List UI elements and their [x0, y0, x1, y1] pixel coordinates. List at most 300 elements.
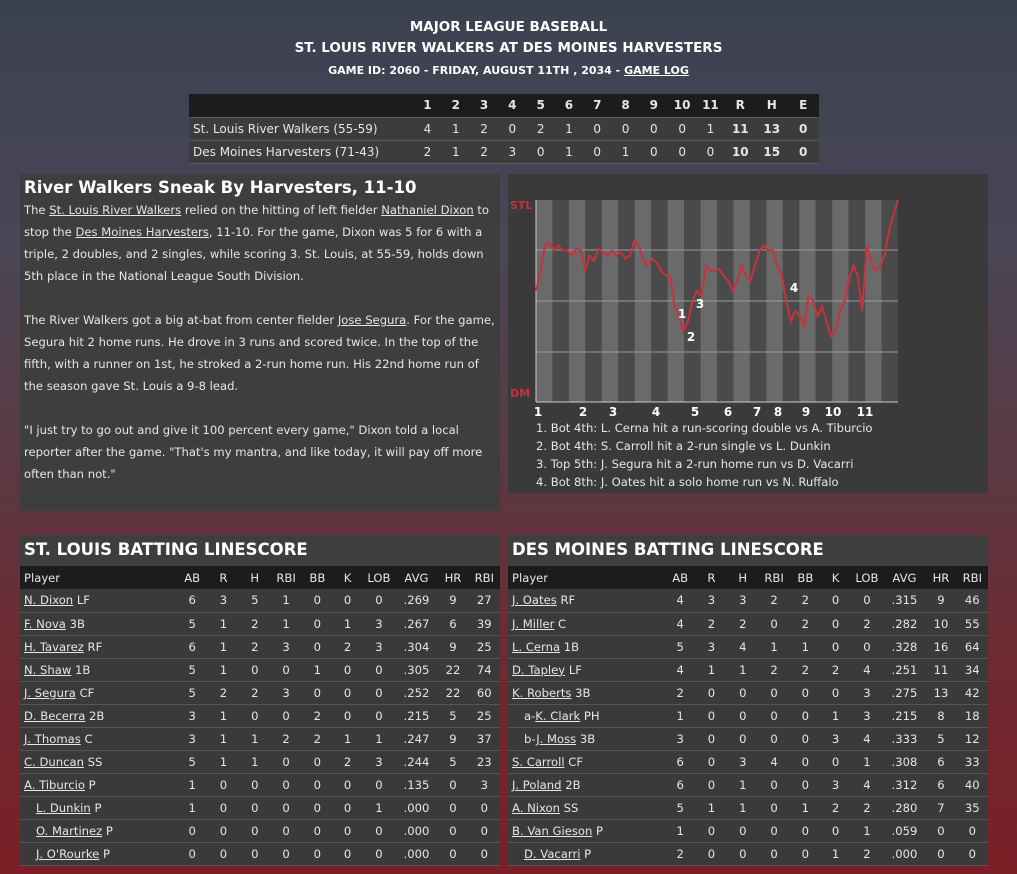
inning-header: 9 — [640, 94, 668, 117]
stat-cell: 0 — [270, 819, 301, 842]
player-link[interactable]: D. Tapley — [512, 662, 566, 677]
table-row — [20, 681, 500, 704]
stat-cell: 27 — [469, 589, 500, 612]
stat-cell: 0 — [925, 842, 956, 865]
stat-cell: .269 — [396, 589, 438, 612]
stat-cell: 2 — [302, 727, 333, 750]
player-position: RF — [560, 593, 576, 608]
stat-cell: 2 — [758, 589, 789, 612]
league-title: MAJOR LEAGUE BASEBALL — [409, 19, 608, 35]
player-link[interactable]: N. Shaw — [24, 662, 72, 677]
player-position: SS — [563, 800, 579, 815]
stat-cell: 1 — [665, 819, 696, 842]
stat-cell: 0 — [302, 796, 333, 819]
stat-cell: 3 — [362, 750, 395, 773]
stat-cell: 3 — [177, 727, 208, 750]
stat-cell: 0 — [302, 750, 333, 773]
x-tick-label: 7 — [752, 405, 762, 419]
stat-cell: 1 — [270, 589, 301, 612]
table-row — [508, 589, 988, 612]
total-score: 15 — [756, 140, 787, 163]
player-link[interactable]: J. Oates — [512, 593, 557, 608]
column-header: AB — [184, 570, 201, 585]
player-cell — [20, 635, 177, 658]
player-link[interactable]: H. Tavarez — [24, 639, 84, 654]
player-cell — [20, 819, 177, 842]
stat-cell: 0 — [239, 842, 270, 865]
x-tick-label: 11 — [856, 405, 874, 419]
total-header: H — [756, 94, 787, 117]
dm-batting-table — [508, 566, 988, 866]
stat-cell: 0 — [727, 819, 758, 842]
player-cell — [20, 773, 177, 796]
line-score-header — [189, 94, 819, 117]
stat-cell: 0 — [302, 681, 333, 704]
stat-cell: 0 — [270, 773, 301, 796]
stat-cell: 5 — [239, 589, 270, 612]
stat-cell: 0 — [821, 589, 850, 612]
stat-cell: .059 — [884, 819, 926, 842]
stat-cell: 0 — [821, 750, 850, 773]
stat-cell: 0 — [239, 704, 270, 727]
stat-cell: 0 — [758, 612, 789, 635]
stat-cell: 40 — [957, 773, 988, 796]
table-row — [20, 727, 500, 750]
total-header: E — [787, 94, 819, 117]
stat-cell: 2 — [302, 704, 333, 727]
stat-cell: 0 — [727, 681, 758, 704]
stat-cell: 0 — [758, 727, 789, 750]
key-play-item: 4. Bot 8th: J. Oates hit a solo home run vs N. Ruffalo — [536, 475, 839, 489]
stat-cell: .252 — [396, 681, 438, 704]
dm-batting-title: DES MOINES BATTING LINESCORE — [508, 535, 988, 566]
stat-cell: 1 — [850, 750, 883, 773]
team-link-dm[interactable]: Des Moines Harvesters — [75, 225, 209, 239]
stat-cell: 5 — [665, 635, 696, 658]
stat-cell: .000 — [396, 819, 438, 842]
stat-cell: .267 — [396, 612, 438, 635]
stat-cell: 0 — [821, 635, 850, 658]
stat-cell: 4 — [665, 612, 696, 635]
player-position: LF — [76, 593, 90, 608]
stat-cell: 0 — [696, 681, 727, 704]
stat-cell: 35 — [957, 796, 988, 819]
player-link[interactable]: F. Nova — [24, 616, 66, 631]
player-link[interactable]: J. Thomas — [24, 731, 81, 746]
stat-cell: 6 — [665, 750, 696, 773]
inning-score: 0 — [668, 117, 696, 140]
stl-batting-table — [20, 566, 500, 866]
stat-cell: 1 — [208, 635, 239, 658]
stat-cell: 1 — [208, 727, 239, 750]
stat-cell: 0 — [850, 589, 883, 612]
table-row — [20, 773, 500, 796]
stat-cell: .000 — [884, 842, 926, 865]
table-row — [20, 750, 500, 773]
stat-cell: 0 — [469, 842, 500, 865]
inning-score: 2 — [413, 140, 441, 163]
stat-cell: 0 — [333, 842, 362, 865]
stat-cell: 9 — [437, 589, 468, 612]
inning-score: 1 — [442, 117, 470, 140]
stat-cell: 2 — [333, 750, 362, 773]
stat-cell: 8 — [925, 704, 956, 727]
total-score: 10 — [725, 140, 756, 163]
recap-paragraph-3: "I just try to go out and give it 100 percent every game," Dixon told a local reporter after the game. "That's my mantra, and like today, it will pay off more often than not." — [24, 423, 483, 481]
inning-score: 1 — [555, 117, 583, 140]
stat-cell: 0 — [696, 773, 727, 796]
player-link[interactable]: A. Nixon — [512, 800, 560, 815]
column-header: Player — [512, 570, 549, 585]
column-header: H — [250, 570, 260, 585]
win-probability-graph — [508, 174, 988, 493]
stat-cell: 6 — [925, 773, 956, 796]
stat-cell: 0 — [925, 819, 956, 842]
player-link[interactable]: K. Clark — [535, 708, 581, 723]
x-tick-label: 2 — [578, 405, 588, 419]
stat-cell: 1 — [790, 635, 821, 658]
stat-cell: .000 — [396, 842, 438, 865]
stat-cell: 6 — [925, 750, 956, 773]
player-cell — [20, 589, 177, 612]
total-score: 0 — [787, 117, 819, 140]
inning-score: 0 — [583, 140, 611, 163]
stat-cell: 4 — [850, 727, 883, 750]
sub-prefix: b- — [524, 731, 537, 746]
line-score-row — [189, 117, 819, 140]
inning-score: 3 — [498, 140, 526, 163]
stat-cell: 2 — [270, 727, 301, 750]
key-play-item: 1. Bot 4th: L. Cerna hit a run-scoring double vs A. Tiburcio — [536, 421, 873, 435]
inning-header: 10 — [668, 94, 696, 117]
stat-cell: .308 — [884, 750, 926, 773]
stat-cell: 1 — [790, 796, 821, 819]
player-cell — [508, 589, 665, 612]
table-row — [20, 704, 500, 727]
column-header: LOB — [855, 570, 879, 585]
dm-batting-panel — [508, 535, 988, 866]
stat-cell: 0 — [333, 589, 362, 612]
inning-score: 1 — [611, 140, 639, 163]
stat-cell: 3 — [362, 635, 395, 658]
total-score: 11 — [725, 117, 756, 140]
player-link[interactable]: O. Martinez — [36, 823, 103, 838]
player-link[interactable]: L. Dunkin — [36, 800, 91, 815]
stat-cell: 25 — [469, 704, 500, 727]
stat-cell: 2 — [790, 589, 821, 612]
team-link-stl[interactable]: St. Louis River Walkers — [49, 203, 182, 217]
player-cell — [20, 704, 177, 727]
stat-cell: 0 — [208, 819, 239, 842]
column-header: R — [219, 570, 228, 585]
player-position: SS — [87, 754, 103, 769]
player-link[interactable]: D. Becerra — [24, 708, 86, 723]
stat-cell: 0 — [758, 796, 789, 819]
stat-cell: 22 — [437, 658, 468, 681]
stat-cell: 2 — [850, 842, 883, 865]
stat-cell: 13 — [925, 681, 956, 704]
inning-header: 3 — [470, 94, 498, 117]
player-cell — [20, 658, 177, 681]
player-position: RF — [87, 639, 103, 654]
stat-cell: 1 — [302, 658, 333, 681]
inning-header: 2 — [442, 94, 470, 117]
stat-cell: 2 — [696, 612, 727, 635]
graph-top-label: STL — [510, 199, 533, 212]
stat-cell: 2 — [333, 635, 362, 658]
stat-cell: 55 — [957, 612, 988, 635]
stat-cell: 2 — [239, 635, 270, 658]
player-link[interactable]: B. Van Gieson — [512, 823, 593, 838]
stat-cell: 5 — [177, 750, 208, 773]
play-marker: 4 — [789, 281, 799, 295]
table-row — [508, 704, 988, 727]
player-link[interactable]: L. Cerna — [512, 639, 561, 654]
stat-cell: .215 — [396, 704, 438, 727]
stl-batting-title: ST. LOUIS BATTING LINESCORE — [20, 535, 500, 566]
stat-cell: 3 — [821, 773, 850, 796]
key-play-item: 3. Top 5th: J. Segura hit a 2-run home run vs D. Vacarri — [536, 457, 854, 471]
game-id-text: GAME ID: 2060 - FRIDAY, AUGUST 11TH , 2034 - — [328, 64, 625, 77]
stat-cell: 0 — [696, 750, 727, 773]
stat-cell: 5 — [177, 681, 208, 704]
column-header: BB — [309, 570, 326, 585]
stat-cell: 3 — [727, 589, 758, 612]
player-link[interactable]: J. O'Rourke — [36, 846, 100, 861]
stat-cell: .247 — [396, 727, 438, 750]
inning-score: 0 — [611, 117, 639, 140]
stl-batting-panel — [20, 535, 500, 866]
stat-cell: 0 — [727, 727, 758, 750]
recap-title: River Walkers Sneak By Harvesters, 11-10 — [24, 178, 417, 197]
stat-cell: 2 — [239, 612, 270, 635]
recap-paragraph-2: The River Walkers got a big at-bat from center fielder Jose Segura. For the game, Segura hit 2 home runs. He drove in 3 runs and scored twice. In the top of the fifth, with a runner on 1st, he stroked a 2-run home run. His 22nd home run of the season gave St. Louis a 9-8 lead. — [24, 313, 495, 393]
stat-cell: 10 — [925, 612, 956, 635]
inning-score: 0 — [640, 117, 668, 140]
inning-header: 4 — [498, 94, 526, 117]
player-link-dixon[interactable]: Nathaniel Dixon — [381, 203, 474, 217]
stat-cell: 0 — [208, 796, 239, 819]
stat-cell: 3 — [850, 681, 883, 704]
player-link[interactable]: J. Poland — [512, 777, 562, 792]
stat-cell: 0 — [362, 842, 395, 865]
player-link[interactable]: D. Vacarri — [524, 846, 581, 861]
key-play-item: 2. Bot 4th: S. Carroll hit a 2-run single vs L. Dunkin — [536, 439, 831, 453]
line-score-table — [189, 94, 819, 164]
x-tick-label: 10 — [824, 405, 842, 419]
stat-cell: 0 — [437, 819, 468, 842]
stat-cell: 0 — [850, 635, 883, 658]
inning-score: 2 — [470, 117, 498, 140]
stat-cell: 1 — [696, 658, 727, 681]
stat-cell: 6 — [665, 773, 696, 796]
stat-cell: 0 — [821, 819, 850, 842]
stat-cell: 64 — [957, 635, 988, 658]
stat-cell: 39 — [469, 612, 500, 635]
table-row — [20, 589, 500, 612]
player-cell — [508, 773, 665, 796]
stat-cell: 0 — [208, 773, 239, 796]
game-log-link[interactable]: GAME LOG — [624, 64, 689, 77]
stat-cell: 1 — [850, 819, 883, 842]
x-tick-label: 8 — [773, 405, 783, 419]
stat-cell: 1 — [821, 704, 850, 727]
total-score: 0 — [787, 140, 819, 163]
player-position: C — [84, 731, 93, 746]
stat-cell: 0 — [333, 681, 362, 704]
stat-cell: 0 — [270, 750, 301, 773]
stat-cell: 4 — [850, 773, 883, 796]
player-position: LF — [568, 662, 582, 677]
column-header: K — [831, 570, 840, 585]
stat-cell: 5 — [177, 658, 208, 681]
inning-score: 1 — [555, 140, 583, 163]
stat-cell: 1 — [821, 842, 850, 865]
stat-cell: 4 — [850, 658, 883, 681]
table-row — [20, 612, 500, 635]
stat-cell: 2 — [790, 658, 821, 681]
player-link[interactable]: C. Duncan — [24, 754, 84, 769]
stat-cell: 0 — [696, 727, 727, 750]
inning-header: 11 — [696, 94, 724, 117]
stat-cell: 0 — [302, 589, 333, 612]
stat-cell: 0 — [790, 727, 821, 750]
stat-cell: 3 — [850, 704, 883, 727]
stat-cell: 0 — [239, 773, 270, 796]
inning-score: 0 — [696, 140, 724, 163]
player-link[interactable]: J. Segura — [24, 685, 76, 700]
x-tick-label: 6 — [723, 405, 733, 419]
stat-cell: 0 — [727, 842, 758, 865]
stat-cell: 3 — [821, 727, 850, 750]
stat-cell: 5 — [665, 796, 696, 819]
stat-cell: .135 — [396, 773, 438, 796]
player-cell — [508, 635, 665, 658]
player-cell — [20, 842, 177, 865]
player-position: 2B — [565, 777, 581, 792]
player-cell — [508, 704, 665, 727]
player-link[interactable]: N. Dixon — [24, 593, 74, 608]
table-row — [20, 796, 500, 819]
stat-cell: 1 — [208, 750, 239, 773]
stat-cell: 0 — [469, 796, 500, 819]
stat-cell: 0 — [758, 681, 789, 704]
column-header: AVG — [404, 570, 429, 585]
stat-cell: .315 — [884, 589, 926, 612]
stat-cell: 1 — [239, 727, 270, 750]
stat-cell: 0 — [270, 842, 301, 865]
stat-cell: 4 — [727, 635, 758, 658]
stat-cell: 0 — [333, 773, 362, 796]
player-link[interactable]: J. Moss — [536, 731, 577, 746]
player-cell — [508, 750, 665, 773]
key-plays-list — [536, 419, 873, 491]
stat-cell: .333 — [884, 727, 926, 750]
x-tick-label: 4 — [651, 405, 661, 419]
table-row — [20, 819, 500, 842]
stat-cell: 0 — [758, 704, 789, 727]
column-header: RBI — [764, 570, 784, 585]
player-position: 3B — [69, 616, 85, 631]
stat-cell: 0 — [696, 704, 727, 727]
player-cell — [508, 681, 665, 704]
player-link[interactable]: J. Miller — [512, 616, 555, 631]
player-link[interactable]: S. Carroll — [512, 754, 565, 769]
player-cell — [508, 796, 665, 819]
table-row — [508, 658, 988, 681]
stat-cell: 0 — [790, 704, 821, 727]
inning-header: 6 — [555, 94, 583, 117]
inning-header: 8 — [611, 94, 639, 117]
stat-cell: 0 — [821, 612, 850, 635]
stat-cell: 37 — [469, 727, 500, 750]
graph-bottom-label: DM — [510, 387, 531, 400]
stat-cell: 0 — [957, 842, 988, 865]
stat-cell: 4 — [665, 658, 696, 681]
stat-cell: .282 — [884, 612, 926, 635]
stat-cell: 1 — [239, 750, 270, 773]
stat-cell: 0 — [790, 773, 821, 796]
stat-cell: 2 — [239, 681, 270, 704]
stat-cell: 0 — [437, 796, 468, 819]
stat-cell: 25 — [469, 635, 500, 658]
stat-cell: 1 — [333, 612, 362, 635]
stat-cell: 3 — [270, 681, 301, 704]
player-cell — [508, 842, 665, 865]
stat-cell: 0 — [302, 819, 333, 842]
stat-cell: 0 — [208, 842, 239, 865]
stat-cell: 3 — [696, 635, 727, 658]
stat-cell: 0 — [333, 658, 362, 681]
stat-cell: 74 — [469, 658, 500, 681]
inning-score: 1 — [442, 140, 470, 163]
stat-cell: 1 — [333, 727, 362, 750]
stat-cell: 3 — [727, 750, 758, 773]
stat-cell: 0 — [362, 658, 395, 681]
player-position: PH — [583, 708, 600, 723]
stat-cell: 0 — [333, 704, 362, 727]
stat-cell: 1 — [362, 727, 395, 750]
stat-cell: 3 — [696, 589, 727, 612]
win-probability-chart — [508, 174, 988, 419]
inning-score: 2 — [470, 140, 498, 163]
player-link-segura[interactable]: Jose Segura — [337, 313, 407, 327]
stat-cell: 0 — [362, 819, 395, 842]
inning-header: 1 — [413, 94, 441, 117]
inning-score: 2 — [527, 117, 555, 140]
column-header: LOB — [367, 570, 391, 585]
team-name: St. Louis River Walkers (55-59) — [189, 117, 413, 140]
matchup-title: ST. LOUIS RIVER WALKERS AT DES MOINES HARVESTERS — [294, 40, 723, 56]
player-link[interactable]: A. Tiburcio — [24, 777, 85, 792]
inning-score: 0 — [498, 117, 526, 140]
inning-score: 4 — [413, 117, 441, 140]
stat-cell: 0 — [239, 658, 270, 681]
stat-cell: 2 — [665, 842, 696, 865]
stat-cell: 1 — [177, 796, 208, 819]
stat-cell: 1 — [208, 704, 239, 727]
column-header: R — [707, 570, 716, 585]
stat-cell: .251 — [884, 658, 926, 681]
stat-cell: .328 — [884, 635, 926, 658]
table-row — [508, 681, 988, 704]
line-score-row — [189, 140, 819, 163]
column-header: Player — [24, 570, 61, 585]
column-header: RBI — [276, 570, 296, 585]
stat-cell: 1 — [727, 658, 758, 681]
recap-paragraph-1: The St. Louis River Walkers relied on the hitting of left fielder Nathaniel Dixon to stop the Des Moines Harvesters, 11-10. For the game, Dixon was 5 for 6 with a triple, 2 doubles, and 2 singles, while scoring 3. St. Louis, at 55-59, holds down 5th place in the National League South Division. — [24, 203, 489, 283]
player-link[interactable]: K. Roberts — [512, 685, 572, 700]
